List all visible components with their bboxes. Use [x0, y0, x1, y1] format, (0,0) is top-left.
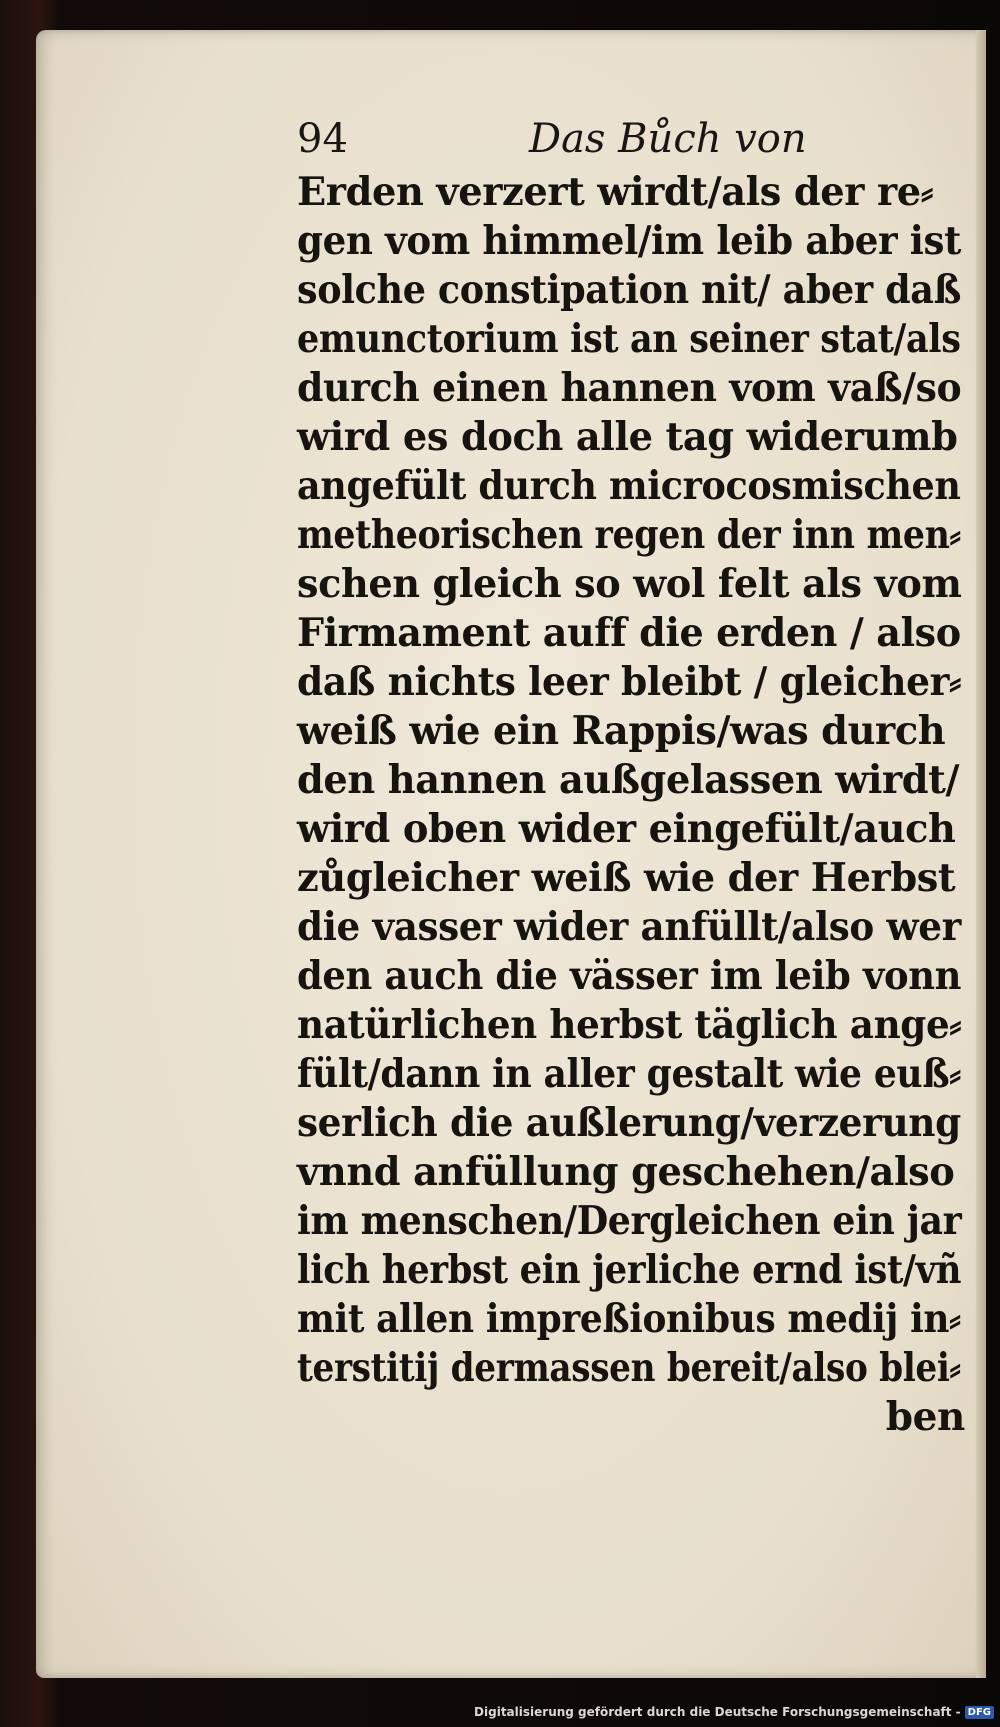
page-edge: [976, 30, 986, 1678]
text-line: den auch die vässer im leib vonn: [297, 953, 962, 999]
footer: [474, 1701, 994, 1723]
dfg-logo: DFG: [965, 1706, 994, 1719]
text-line: wird es doch alle tag widerumb: [297, 414, 958, 460]
text-line: fült/dann in aller gestalt wie euß⸗: [297, 1051, 961, 1097]
text-line: im menschen/Dergleichen ein jar: [297, 1198, 962, 1244]
text-line: solche constipation nit/ aber daß: [297, 267, 961, 313]
text-line: die vasser wider anfüllt/also wer: [297, 904, 961, 950]
text-line: mit allen impreßionibus medij in⸗: [297, 1296, 961, 1342]
text-line: zůgleicher weiß wie der Herbst: [297, 855, 956, 901]
text-line: weiß wie ein Rappis/was durch: [297, 708, 946, 754]
text-line: daß nichts leer bleibt / gleicher⸗: [297, 659, 962, 705]
text-line: lich herbst ein jerliche ernd ist/vñ: [297, 1247, 962, 1293]
text-line: ben: [885, 1394, 965, 1440]
text-line: serlich die außlerung/verzerung: [297, 1100, 961, 1146]
text-line: Erden verzert wirdt/als der re⸗: [297, 169, 934, 215]
body-text: [297, 168, 973, 1442]
text-line: schen gleich so wol felt als vom: [297, 561, 962, 607]
footer-credit: Digitalisierung gefördert durch die Deutsche Forschungsgemeinschaft -: [474, 1705, 961, 1719]
text-line: gen vom himmel/im leib aber ist: [297, 218, 961, 264]
text-line: natürlichen herbst täglich ange⸗: [297, 1002, 962, 1048]
running-head: Das Bůch von: [529, 116, 807, 162]
text-line: Firmament auff die erden / also: [297, 610, 961, 656]
text-line: angefült durch microcosmischen: [297, 463, 961, 509]
page-number: 94: [297, 116, 348, 162]
text-line: emunctorium ist an seiner stat/als: [297, 316, 961, 362]
text-line: durch einen hannen vom vaß/so: [297, 365, 962, 411]
text-line: metheorischen regen der inn men⸗: [297, 512, 961, 558]
page-header: [297, 112, 837, 166]
text-line: vnnd anfüllung geschehen/also: [297, 1149, 955, 1195]
text-line: den hannen außgelassen wirdt/: [297, 757, 960, 803]
text-line: terstitij dermassen bereit/also blei⸗: [297, 1345, 961, 1391]
text-line: wird oben wider eingefült/auch: [297, 806, 956, 852]
